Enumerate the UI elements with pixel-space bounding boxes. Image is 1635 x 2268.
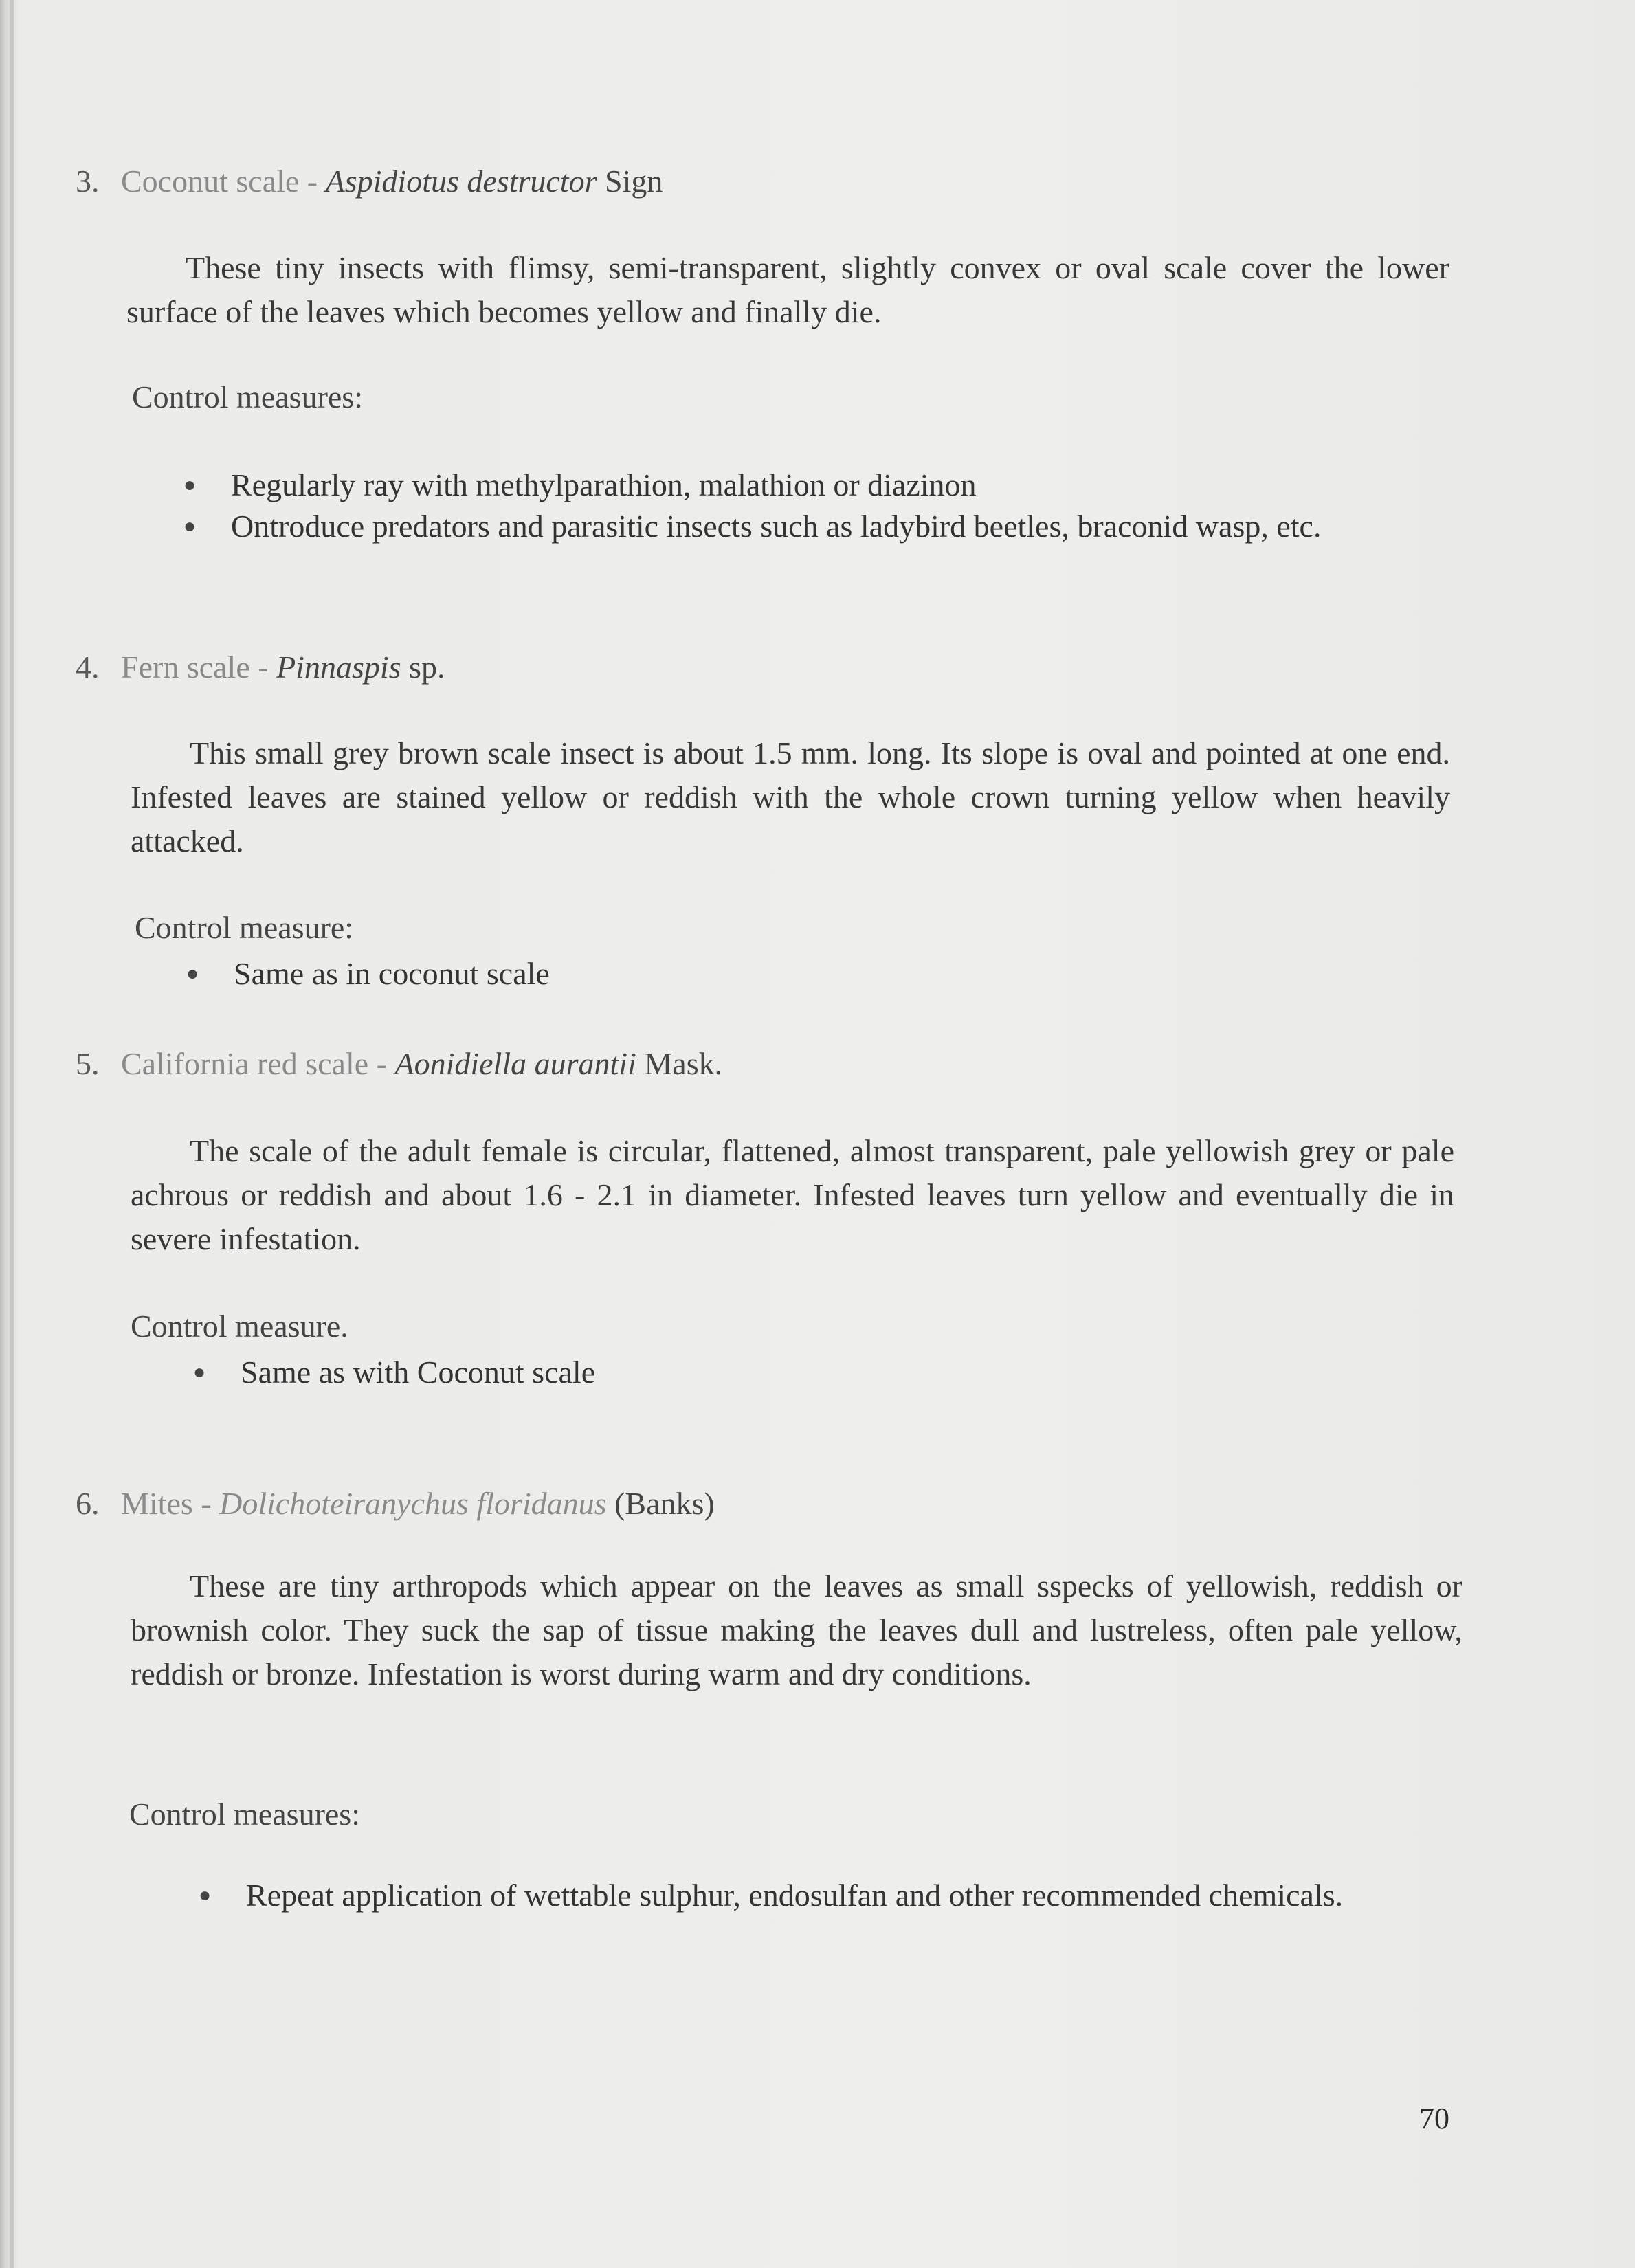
section-3-measures-list [170,465,1450,547]
section-title-suffix: Mask. [644,1046,723,1081]
section-5-heading [76,1045,722,1083]
binding-edge [10,0,14,2268]
measure-text: Same as in coconut scale [234,956,550,991]
bullet-icon: ● [186,962,199,985]
measure-text: Ontroduce predators and parasitic insects such as ladybird beetles, braconid wasp, etc. [231,509,1322,544]
section-common-name: Coconut scale - [121,164,326,199]
section-title-suffix: (Banks) [614,1486,715,1521]
section-scientific-name: Aspidiotus destructor [325,164,597,199]
section-number: 6. [76,1486,100,1521]
list-item [170,506,1450,547]
section-3-description: These tiny insects with flimsy, semi-transparent, slightly convex or oval scale cover the lower surface of the leaves which becomes yellow and finally die. [126,250,1449,329]
section-6-measures-list [186,1875,1462,1916]
section-5-measures-list [180,1352,1454,1393]
list-item [180,1352,1454,1393]
section-common-name: Fern scale - [121,649,277,685]
section-common-name: Mites - [121,1486,220,1521]
section-4-description: This small grey brown scale insect is about 1.5 mm. long. Its slope is oval and pointed at one end. Infested leaves are stained yellow or reddish with the whole crown turning yellow when heavily attacked. [131,735,1450,858]
list-item [173,953,1450,994]
section-6-description: These are tiny arthropods which appear on the leaves as small sspecks of yellowish, reddish or brownish color. They suck the sap of tissue making the leaves dull and lustreless, often pale yellow, reddish or bronze. Infestation is worst during warm and dry conditions. [131,1568,1462,1691]
section-scientific-name: Dolichoteiranychus floridanus [219,1486,607,1521]
measure-text: Regularly ray with methylparathion, malathion or diazinon [231,467,977,502]
page-number: 70 [1419,2102,1449,2135]
section-title-suffix: Sign [604,164,663,199]
section-3-heading [76,162,663,201]
section-4-measures-list [173,953,1450,994]
section-4-heading [76,648,445,687]
section-6-control-label: Control measures: [129,1797,360,1832]
section-title-suffix: sp. [409,649,445,685]
section-common-name: California red scale - [121,1046,395,1081]
section-scientific-name: Pinnaspis [276,649,401,685]
bullet-icon: ● [198,1884,212,1906]
section-number: 4. [76,649,100,685]
bullet-icon: ● [183,515,197,537]
section-6-heading [76,1485,715,1523]
bullet-icon: ● [192,1361,206,1383]
section-number: 5. [76,1046,100,1081]
bullet-icon: ● [183,474,197,496]
measure-text: Repeat application of wettable sulphur, endosulfan and other recommended chemicals. [246,1878,1344,1913]
section-3-control-label: Control measures: [132,379,363,414]
list-item [186,1875,1462,1916]
list-item [170,465,1450,506]
section-scientific-name: Aonidiella aurantii [394,1046,636,1081]
section-number: 3. [76,164,100,199]
section-4-control-label: Control measure: [135,910,354,945]
section-5-description: The scale of the adult female is circular, flattened, almost transparent, pale yellowish grey or pale achrous or reddish and about 1.6 - 2.1 in diameter. Infested leaves turn yellow and eventually die in severe infestation. [131,1133,1454,1256]
measure-text: Same as with Coconut scale [241,1355,596,1390]
section-5-control-label: Control measure. [131,1309,348,1344]
